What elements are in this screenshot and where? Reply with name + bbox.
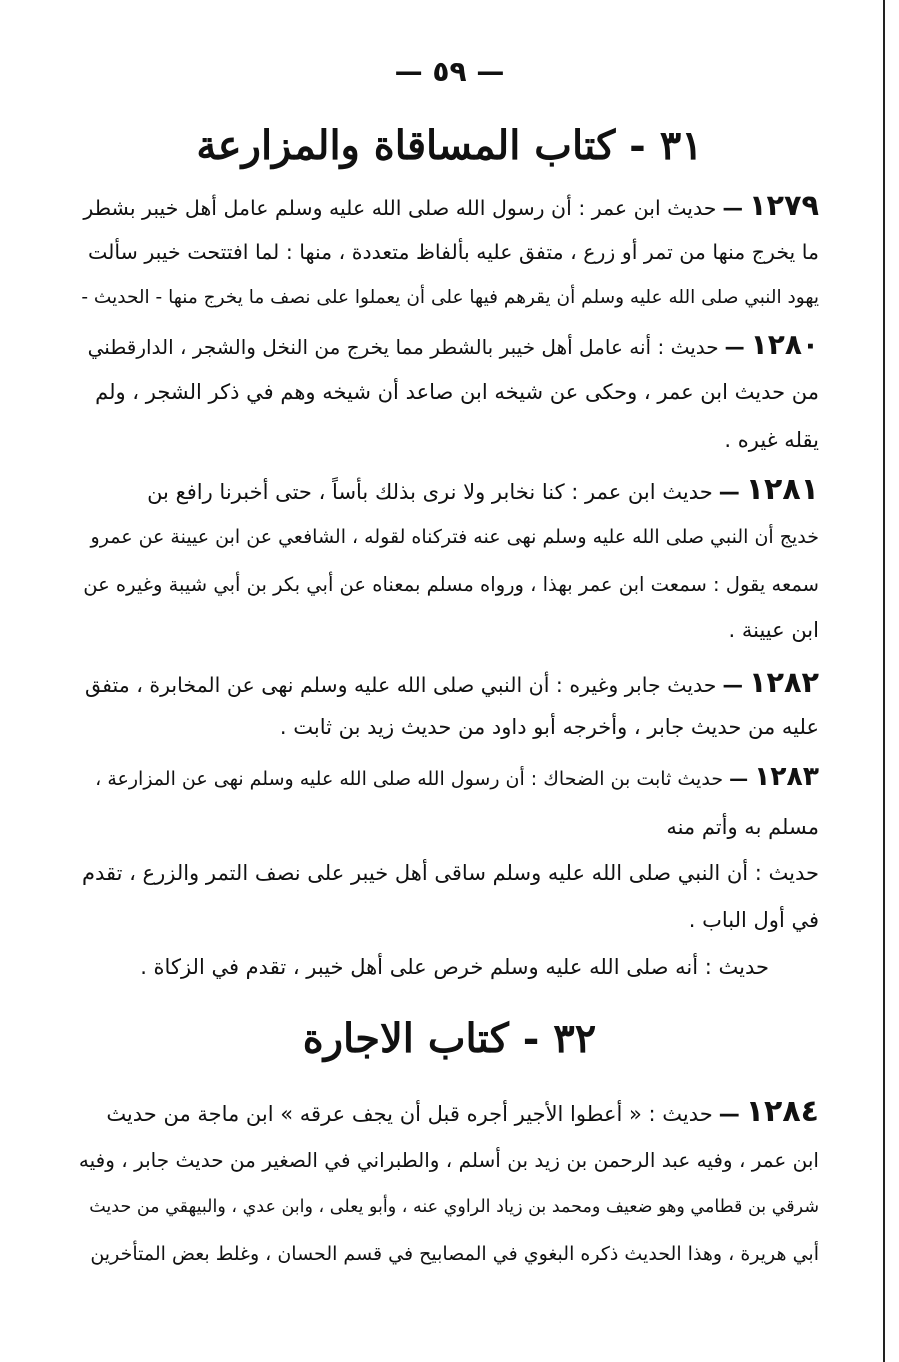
hadith-number: ١٢٨٢	[748, 665, 819, 699]
hadith-number: ١٢٨٠	[750, 328, 819, 361]
hadith-1279-line-1	[79, 190, 819, 223]
hadith-number: ١٢٨١	[745, 472, 819, 507]
hadith-1282-line-1	[79, 667, 819, 700]
dash: —	[724, 335, 745, 359]
hadith-number: ١٢٧٩	[748, 188, 819, 222]
hadith-1284-line-3: شرقي بن قطامي وهو ضعيف ومحمد بن زياد الراوي عنه ، وأبو يعلى ، وابن عدي ، والبيهقي من حديث	[89, 1197, 819, 1217]
hadith-1280-line-2: من حديث ابن عمر ، وحكى عن شيخه ابن صاعد أن شيخه وهم في ذكر الشجر ، ولم	[95, 380, 819, 404]
hadith-text: حديث ثابت بن الضحاك : أن رسول الله صلى الله عليه وسلم نهى عن المزارعة ،	[95, 768, 724, 790]
extra-hadith-1-line-2: في أول الباب .	[688, 908, 819, 932]
page-number: — ٥٩ —	[394, 55, 505, 88]
hadith-1283-line-1	[79, 762, 819, 794]
chapter-31-title: ٣١ - كتاب المساقاة والمزارعة	[196, 122, 703, 169]
hadith-1279-line-3: يهود النبي صلى الله عليه وسلم أن يقرهم فيها على أن يعملوا على نصف ما يخرج منها - الحديث -	[81, 287, 819, 308]
dash: —	[718, 1102, 740, 1126]
hadith-1283-line-2: مسلم به وأتم منه	[666, 815, 819, 839]
extra-hadith-1-line-1: حديث : أن النبي صلى الله عليه وسلم ساقى أهل خيبر على نصف التمر والزرع ، تقدم	[81, 861, 819, 885]
dash: —	[718, 480, 740, 504]
dash: —	[722, 673, 743, 697]
hadith-1279-line-2: ما يخرج منها من تمر أو زرع ، متفق عليه بألفاظ متعددة ، منها : لما افتتحت خيبر سألت	[88, 240, 819, 264]
hadith-1281-line-1	[79, 472, 819, 507]
hadith-text: حديث : « أعطوا الأجير أجره قبل أن يجف عرقه » ابن ماجة من حديث	[106, 1102, 713, 1126]
hadith-1281-line-4: ابن عيينة .	[728, 618, 819, 642]
hadith-1280-line-1	[79, 330, 819, 362]
chapter-32-title: ٣٢ - كتاب الاجارة	[302, 1015, 597, 1062]
hadith-number: ١٢٨٤	[745, 1094, 819, 1129]
hadith-1284-line-4: أبي هريرة ، وهذا الحديث ذكره البغوي في المصابيح في قسم الحسان ، وغلط بعض المتأخرين	[90, 1243, 819, 1265]
hadith-text: حديث جابر وغيره : أن النبي صلى الله عليه وسلم نهى عن المخابرة ، متفق	[85, 673, 717, 697]
hadith-1280-line-3: يقله غيره .	[724, 428, 819, 452]
hadith-1284-line-2: ابن عمر ، وفيه عبد الرحمن بن زيد بن أسلم ، والطبراني في الصغير من حديث جابر ، وفيه	[78, 1148, 819, 1172]
dash: —	[722, 196, 743, 220]
hadith-text: حديث ابن عمر : كنا نخابر ولا نرى بذلك بأساً ، حتى أخبرنا رافع بن	[147, 480, 713, 504]
hadith-number: ١٢٨٣	[754, 761, 819, 792]
hadith-1281-line-3: سمعه يقول : سمعت ابن عمر بهذا ، ورواه مسلم بمعناه عن أبي بكر بن أبي شيبة وغيره عن	[83, 573, 819, 596]
extra-hadith-2-line-1: حديث : أنه صلى الله عليه وسلم خرص على أهل خيبر ، تقدم في الزكاة .	[140, 955, 769, 979]
hadith-1284-line-1	[79, 1094, 819, 1129]
hadith-1282-line-2: عليه من حديث جابر ، وأخرجه أبو داود من حديث زيد بن ثابت .	[279, 715, 819, 739]
hadith-1281-line-2: خديج أن النبي صلى الله عليه وسلم نهى عنه فتركناه لقوله ، الشافعي عن ابن عيينة عن عمرو	[90, 526, 819, 548]
dash: —	[729, 768, 749, 790]
hadith-text: حديث ابن عمر : أن رسول الله صلى الله عليه وسلم عامل أهل خيبر بشطر	[83, 196, 717, 220]
hadith-text: حديث : أنه عامل أهل خيبر بالشطر مما يخرج من النخل والشجر ، الدارقطني	[87, 335, 719, 359]
